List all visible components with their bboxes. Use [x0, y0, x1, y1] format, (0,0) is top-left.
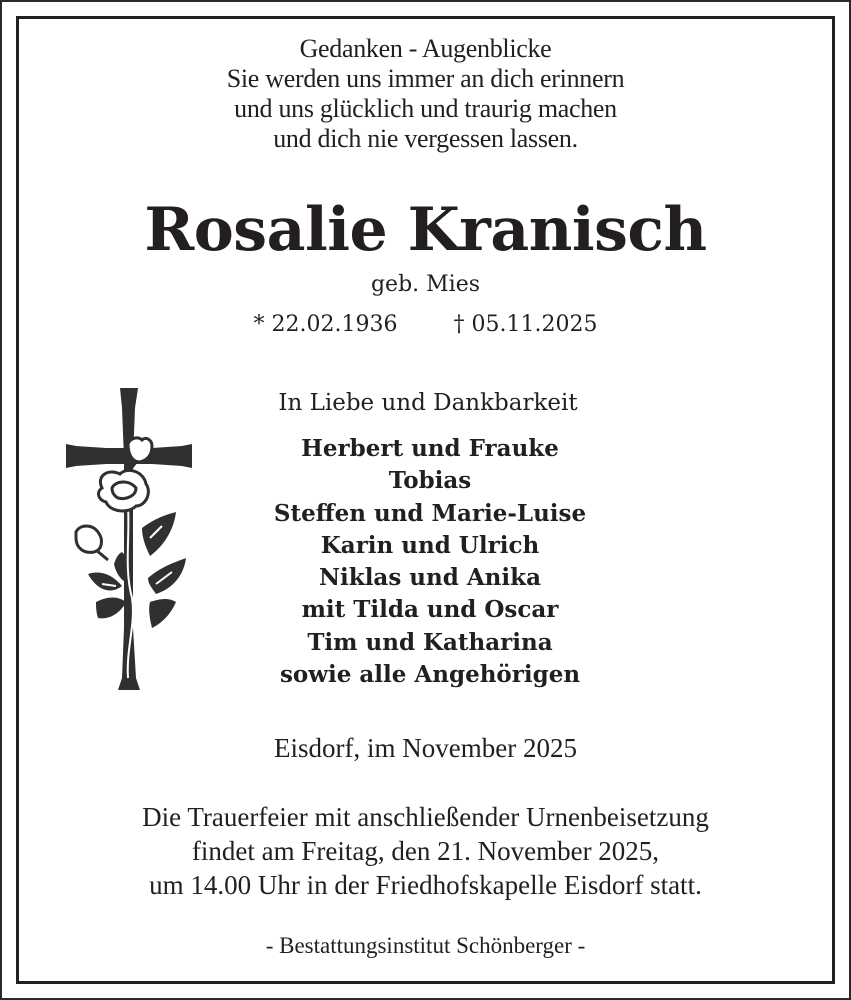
funeral-home: - Bestattungsinstitut Schönberger -: [265, 933, 586, 958]
verse-line: und uns glücklich und traurig machen: [234, 94, 617, 123]
mourner-line: Tim und Katharina: [307, 628, 553, 656]
maiden-name: geb. Mies: [370, 272, 481, 297]
mourner-line: Steffen und Marie-Luise: [273, 499, 587, 527]
death-date: † 05.11.2025: [453, 312, 598, 337]
memorial-verse: [0, 34, 851, 154]
cross-with-roses-icon: [66, 388, 192, 690]
ceremony-line: findet am Freitag, den 21. November 2025,: [191, 836, 660, 866]
birth-date: * 22.02.1936: [253, 312, 398, 337]
mourner-line: sowie alle Angehörigen: [279, 661, 581, 689]
mourner-line: Niklas und Anika: [319, 564, 541, 592]
mourner-line: mit Tilda und Oscar: [301, 596, 559, 624]
verse-line: Sie werden uns immer an dich erinnern: [226, 64, 625, 93]
place-and-date: Eisdorf, im November 2025: [274, 733, 577, 763]
life-dates: [0, 307, 851, 343]
deceased-name: Rosalie Kranisch: [144, 195, 707, 265]
ceremony-details: [0, 800, 851, 902]
mourner-line: Karin und Ulrich: [320, 531, 540, 559]
mourner-line: Tobias: [388, 467, 472, 495]
mourner-line: Herbert und Frauke: [301, 435, 559, 462]
verse-line: Gedanken - Augenblicke: [299, 34, 552, 63]
intro-line: In Liebe und Dankbarkeit: [278, 390, 578, 416]
verse-line: und dich nie vergessen lassen.: [273, 124, 578, 153]
ceremony-line: Die Trauerfeier mit anschließender Urnenbeisetzung: [142, 802, 709, 832]
ceremony-line: um 14.00 Uhr in der Friedhofskapelle Eisdorf statt.: [149, 870, 702, 900]
mourners-list: [230, 433, 630, 691]
